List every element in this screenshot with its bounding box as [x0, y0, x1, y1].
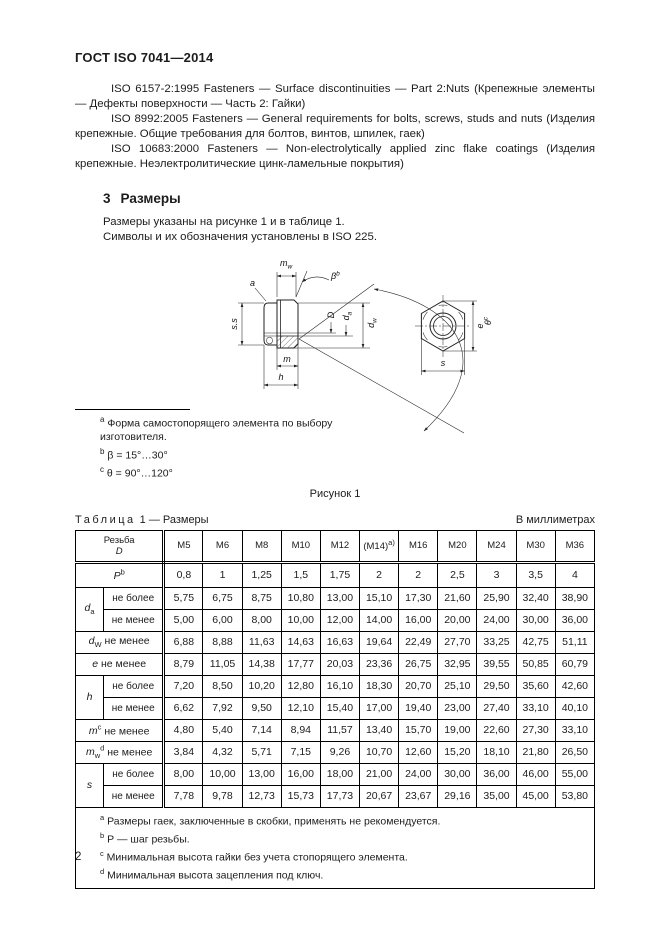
symbol-letter: s — [86, 779, 93, 791]
table-cell-value: 16,63 — [320, 631, 359, 653]
size-header: M30 — [516, 530, 555, 562]
figure-label-s: s — [440, 358, 446, 368]
size-header — [360, 530, 399, 562]
table-cell-value: 18,00 — [320, 763, 359, 785]
table-cell-value: 7,92 — [203, 697, 242, 719]
table-cell-value: 5,75 — [164, 587, 203, 609]
table-cell-value: 25,10 — [438, 675, 477, 697]
table-cell-value: 13,00 — [320, 587, 359, 609]
table-cell-value: 3,5 — [516, 562, 555, 587]
size-header: M20 — [438, 530, 477, 562]
table-cell-value: 17,00 — [360, 697, 399, 719]
table-cell-value: 15,20 — [438, 741, 477, 763]
figure-label-mw: $m_w$ — [280, 258, 293, 271]
thread-header-line1: Резьба — [103, 534, 135, 546]
figure-caption: Рисунок 1 — [309, 487, 361, 500]
footnote-text: Форма самостопорящего элемента по выбору изготовителя. — [100, 417, 333, 443]
figure-label-D: D — [326, 311, 336, 319]
row-label — [76, 719, 164, 741]
symbol-sub: a — [90, 607, 95, 617]
table-cell-value: 7,14 — [242, 719, 281, 741]
table-cell-value: 23,67 — [399, 785, 438, 807]
figure-footnote — [100, 463, 395, 481]
table-head — [76, 530, 595, 562]
table-body — [76, 562, 595, 888]
table-footnote — [100, 829, 588, 847]
table-cell-value: 8,50 — [203, 675, 242, 697]
figure-label-a: a — [250, 278, 256, 288]
table-footnotes — [76, 807, 595, 888]
row-label — [76, 741, 164, 763]
footnote-text: Р — шаг резьбы. — [107, 833, 190, 845]
symbol-letter: h — [86, 691, 93, 703]
table-cell-value: 3 — [477, 562, 516, 587]
figure-label-h: h — [278, 372, 284, 382]
table-cell-value: 11,05 — [203, 653, 242, 675]
table-cell-value: 24,00 — [477, 609, 516, 631]
reference-paragraph: ISO 6157-2:1995 Fasteners — Surface discontinuities — Part 2:Nuts (Крепежные элементы — Дефекты поверхности — Часть 2: Гайки) — [75, 83, 595, 110]
size-header: M8 — [242, 530, 281, 562]
table-cell-value: 12,80 — [281, 675, 320, 697]
footnote-marker: d — [100, 866, 105, 876]
table-cell-value: 18,10 — [477, 741, 516, 763]
size-label: (M14) — [363, 541, 389, 553]
table-cell-value: 10,80 — [281, 587, 320, 609]
table-cell-value: 7,20 — [164, 675, 203, 697]
table-cell-value: 32,95 — [438, 653, 477, 675]
thread-header — [76, 530, 164, 562]
table-cell-value: 17,77 — [281, 653, 320, 675]
table-cell-value: 38,90 — [555, 587, 594, 609]
table-cell-value: 20,70 — [399, 675, 438, 697]
footnote-text: Минимальная высота гайки без учета стопорящего элемента. — [106, 851, 408, 863]
figure-label-dw: $d_w$ — [366, 318, 379, 328]
table-cell-value: 6,62 — [164, 697, 203, 719]
figure-footnote — [100, 445, 395, 463]
table-units-note: В миллиметрах — [515, 513, 595, 526]
table-cell-value: 45,00 — [516, 785, 555, 807]
table-cell-value: 10,00 — [281, 609, 320, 631]
footnote-text: Минимальная высота зацепления под ключ. — [107, 869, 324, 881]
reference-paragraph: ISO 8992:2005 Fasteners — General requirements for bolts, screws, studs and nuts (Изделия крепежные. Общие требования для болтов, винтов, шпилек, гаек) — [75, 113, 595, 140]
table-cell-value: 20,03 — [320, 653, 359, 675]
figure-label-m: m — [283, 354, 291, 364]
table-cell-value: 11,57 — [320, 719, 359, 741]
table-footnote — [100, 847, 588, 865]
table-cell-value: 13,40 — [360, 719, 399, 741]
table-cell-value: 19,40 — [399, 697, 438, 719]
table-cell-value: 16,10 — [320, 675, 359, 697]
footnote-marker: а — [100, 812, 105, 822]
table-cell-value: 29,50 — [477, 675, 516, 697]
table-cell-value: 20,00 — [438, 609, 477, 631]
table-cell-value: 33,10 — [516, 697, 555, 719]
table-cell-value: 42,60 — [555, 675, 594, 697]
table-cell-value: 36,00 — [555, 609, 594, 631]
table-cell-value: 4,32 — [203, 741, 242, 763]
figure-footnotes — [75, 413, 395, 481]
table-cell-value: 29,16 — [438, 785, 477, 807]
table-cell-value: 14,00 — [360, 609, 399, 631]
section-paragraphs — [75, 215, 595, 245]
size-header: M10 — [281, 530, 320, 562]
table-cell-value: 22,49 — [399, 631, 438, 653]
table-cell-value: 21,60 — [438, 587, 477, 609]
table-cell-value: 6,75 — [203, 587, 242, 609]
table-cell-value: 23,00 — [438, 697, 477, 719]
footnote-marker: a — [100, 415, 105, 424]
footnote-marker: b — [100, 830, 105, 840]
table-cell-value: 2 — [399, 562, 438, 587]
table-cell-value: 10,00 — [203, 763, 242, 785]
table-cell-value: 10,70 — [360, 741, 399, 763]
size-header: M16 — [399, 530, 438, 562]
section-title: Размеры — [120, 191, 181, 206]
symbol-sup: d — [100, 743, 105, 753]
footnote-text: Размеры гаек, заключенные в скобки, применять не рекомендуется. — [107, 815, 441, 827]
table-cell-value: 1,5 — [281, 562, 320, 587]
symbol-sup: b — [120, 567, 125, 577]
row-condition-cell: не менее — [104, 697, 164, 719]
table-cell-value: 35,00 — [477, 785, 516, 807]
size-header: M6 — [203, 530, 242, 562]
table-cell-value: 32,40 — [516, 587, 555, 609]
table-cell-value: 25,90 — [477, 587, 516, 609]
table-cell-value: 2 — [360, 562, 399, 587]
section-paragraph: Размеры указаны на рисунке 1 и в таблице 1. — [103, 216, 345, 228]
figure-footnotes-block — [75, 409, 395, 481]
table-cell-value: 3,84 — [164, 741, 203, 763]
table-cell-value: 33,10 — [555, 719, 594, 741]
table-cell-value: 53,80 — [555, 785, 594, 807]
figure-label-e: e — [475, 323, 485, 329]
row-label — [76, 562, 164, 587]
row-condition-cell: не менее — [104, 785, 164, 807]
section-paragraph: Символы и их обозначения установлены в ISO 225. — [103, 231, 377, 243]
table-footnote — [100, 811, 588, 829]
table-cell-value: 30,00 — [438, 763, 477, 785]
row-condition: не менее — [104, 634, 150, 647]
row-symbol — [85, 743, 105, 761]
table-caption-rest: 1 — Размеры — [139, 513, 209, 526]
figure-label-beta: $\beta^b$ — [331, 270, 340, 281]
table-cell-value: 9,26 — [320, 741, 359, 763]
table-cell-value: 30,00 — [516, 609, 555, 631]
table-cell-value: 15,73 — [281, 785, 320, 807]
row-symbol — [87, 691, 93, 703]
table-cell-value: 27,70 — [438, 631, 477, 653]
table-cell-value: 19,00 — [438, 719, 477, 741]
table-cell-value: 17,73 — [320, 785, 359, 807]
symbol-letter: m — [88, 725, 98, 738]
nut-face-view — [415, 295, 471, 357]
table-cell-value: 36,00 — [477, 763, 516, 785]
table-cell-value: 5,40 — [203, 719, 242, 741]
row-condition: не менее — [107, 746, 153, 759]
table-cell-value: 27,40 — [477, 697, 516, 719]
table-footnote — [100, 865, 588, 883]
row-symbol — [88, 722, 102, 738]
table-cell-value: 15,40 — [320, 697, 359, 719]
size-sup: а) — [388, 538, 395, 548]
figure-1 — [75, 249, 595, 500]
table-cell-value: 13,00 — [242, 763, 281, 785]
row-symbol — [84, 601, 95, 617]
table-cell-value: 55,00 — [555, 763, 594, 785]
symbol-letter: P — [113, 570, 121, 583]
symbol-sub: w — [94, 751, 101, 761]
table-cell-value: 17,30 — [399, 587, 438, 609]
table-cell-value: 12,10 — [281, 697, 320, 719]
table-cell-value: 4,80 — [164, 719, 203, 741]
symbol-letter: m — [85, 746, 95, 759]
table-cell-value: 7,78 — [164, 785, 203, 807]
size-header: M5 — [164, 530, 203, 562]
row-symbol — [88, 634, 102, 650]
table-cell-value: 20,67 — [360, 785, 399, 807]
size-header: M12 — [320, 530, 359, 562]
size-header: M24 — [477, 530, 516, 562]
table-cell-value: 19,64 — [360, 631, 399, 653]
table-cell-value: 2,5 — [438, 562, 477, 587]
table-cell-value: 26,75 — [399, 653, 438, 675]
table-cell-value: 14,38 — [242, 653, 281, 675]
table-cell-value: 46,00 — [516, 763, 555, 785]
table-cell-value: 60,79 — [555, 653, 594, 675]
row-condition-cell: не более — [104, 675, 164, 697]
table-cell-value: 8,94 — [281, 719, 320, 741]
table-cell-value: 16,00 — [399, 609, 438, 631]
table-cell-value: 24,00 — [399, 763, 438, 785]
table-cell-value: 4 — [555, 562, 594, 587]
table-cell-value: 35,60 — [516, 675, 555, 697]
figure-footnote — [100, 413, 395, 445]
table-cell-value: 5,00 — [164, 609, 203, 631]
figure-label-da: $d_a$ — [341, 311, 354, 321]
table-cell-value: 8,00 — [242, 609, 281, 631]
row-symbol — [92, 658, 98, 670]
table-cell-value: 50,85 — [516, 653, 555, 675]
symbol-letter: d — [84, 601, 91, 614]
section-heading — [103, 191, 595, 206]
table-cell-value: 12,73 — [242, 785, 281, 807]
page-number: 2 — [75, 851, 82, 863]
table-cell-value: 8,00 — [164, 763, 203, 785]
symbol-letter: e — [92, 658, 99, 670]
row-symbol-cell — [76, 675, 104, 719]
table-cell-value: 23,36 — [360, 653, 399, 675]
footnote-marker: b — [100, 446, 105, 456]
table-cell-value: 9,78 — [203, 785, 242, 807]
row-condition-cell: не менее — [104, 609, 164, 631]
table-cell-value: 8,79 — [164, 653, 203, 675]
symbol-sup: c — [97, 722, 102, 732]
table-cell-value: 1,75 — [320, 562, 359, 587]
reference-paragraph: ISO 10683:2000 Fasteners — Non-electrolytically applied zinc flake coatings (Изделия крепежные. Неэлектролитические цинк-ламельные покрытия) — [75, 143, 595, 170]
table-cell-value: 39,55 — [477, 653, 516, 675]
thread-symbol: D — [115, 545, 123, 557]
footnote-marker: c — [100, 464, 104, 474]
table-cell-value: 14,63 — [281, 631, 320, 653]
table-cell-value: 11,63 — [242, 631, 281, 653]
table-cell-value: 7,15 — [281, 741, 320, 763]
table-cell-value: 1 — [203, 562, 242, 587]
references — [75, 82, 595, 172]
symbol-sub: W — [94, 640, 102, 650]
row-condition: не менее — [100, 658, 147, 670]
row-symbol-cell — [76, 763, 104, 807]
row-condition-cell: не более — [104, 763, 164, 785]
table-cell-value: 21,80 — [516, 741, 555, 763]
row-symbol — [87, 779, 92, 791]
table-cell-value: 18,30 — [360, 675, 399, 697]
footnote-marker: c — [100, 848, 104, 858]
table-cell-value: 27,30 — [516, 719, 555, 741]
figure-label-left-dim: s.s — [229, 318, 239, 330]
table-cell-value: 33,25 — [477, 631, 516, 653]
footnote-text: β = 15°…30° — [107, 449, 168, 461]
symbol-letter: d — [88, 634, 95, 647]
table-cell-value: 15,70 — [399, 719, 438, 741]
document-code: ГОСТ ISO 7041—2014 — [75, 50, 214, 65]
table-cell-value: 22,60 — [477, 719, 516, 741]
row-condition-cell: не более — [104, 587, 164, 609]
dimensions-table — [75, 530, 595, 889]
table-cell-value: 8,88 — [203, 631, 242, 653]
table-cell-value: 8,75 — [242, 587, 281, 609]
table-cell-value: 40,10 — [555, 697, 594, 719]
table-cell-value: 0,8 — [164, 562, 203, 587]
row-label — [76, 653, 164, 675]
section-number: 3 — [103, 191, 111, 206]
footnote-rule — [75, 409, 190, 410]
table-cell-value: 51,11 — [555, 631, 594, 653]
table-caption — [75, 514, 595, 526]
table-cell-value: 12,60 — [399, 741, 438, 763]
table-cell-value: 15,10 — [360, 587, 399, 609]
thread-header-line2 — [76, 546, 162, 557]
table-cell-value: 42,75 — [516, 631, 555, 653]
table-caption-word: Таблица — [75, 513, 136, 526]
row-symbol-cell — [76, 587, 104, 631]
row-condition: не менее — [104, 725, 150, 738]
table-cell-value: 6,00 — [203, 609, 242, 631]
nut-section-view — [264, 300, 298, 348]
table-cell-value: 1,25 — [242, 562, 281, 587]
figure-label-theta: $\theta^c$ — [482, 316, 493, 326]
table-cell-value: 21,00 — [360, 763, 399, 785]
table-cell-value: 5,71 — [242, 741, 281, 763]
table-cell-value: 6,88 — [164, 631, 203, 653]
table-cell-value: 9,50 — [242, 697, 281, 719]
row-label — [76, 631, 164, 653]
row-symbol — [113, 567, 125, 583]
table-cell-value: 12,00 — [320, 609, 359, 631]
table-cell-value: 26,50 — [555, 741, 594, 763]
table-cell-value: 16,00 — [281, 763, 320, 785]
table-cell-value: 10,20 — [242, 675, 281, 697]
footnote-text: θ = 90°…120° — [106, 467, 173, 479]
size-header: M36 — [555, 530, 594, 562]
